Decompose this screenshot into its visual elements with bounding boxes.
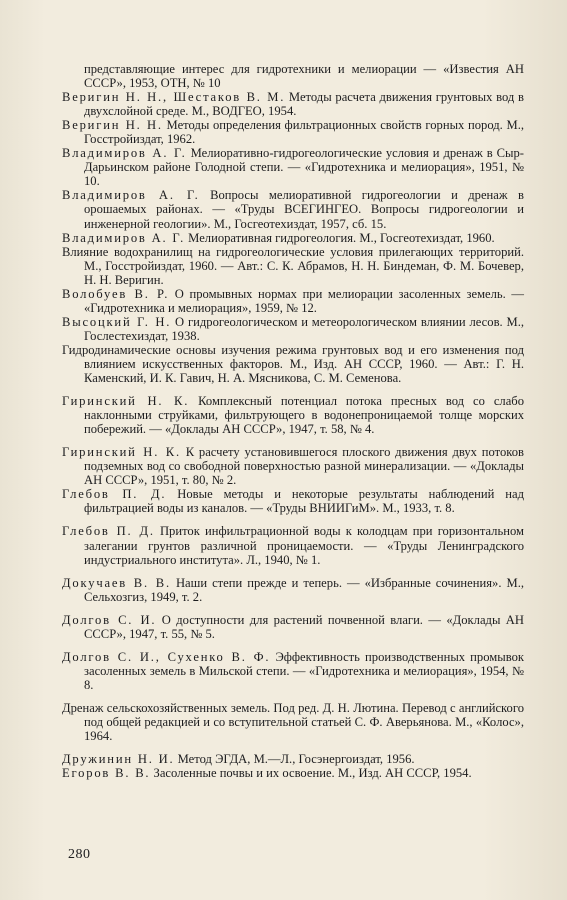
reference-entry bbox=[62, 118, 524, 146]
reference-entry bbox=[62, 487, 524, 515]
reference-text: Комплексный потенциал потока пресных вод со слабо наклонными струйками, фильтрующего в водонепроницаемой толще морских побережий. — «Доклады АН СССР», 1947, т. 58, № 4. bbox=[84, 394, 525, 437]
reference-text: Новые методы и некоторые результаты наблюдений над фильтрацией воды из каналов. — «Труды ВНИИГиМ». М., 1933, т. 8. bbox=[84, 487, 524, 516]
reference-authors: Глебов П. Д. bbox=[62, 487, 167, 502]
reference-text: Влияние водохранилищ на гидрогеологические условия прилегающих территорий. М., Госстройиздат, 1960. — Авт.: С. К. Абрамов, Н. Н. Биндеман, Ф. М. Бочевер, Н. Н. Веригин. bbox=[62, 244, 524, 287]
reference-authors: Гиринский Н. К. bbox=[62, 445, 181, 460]
reference-authors: Высоцкий Г. Н. bbox=[62, 314, 172, 329]
reference-text: Вопросы мелиоративной гидрогеологии и дренаж в орошаемых районах. — «Труды ВСЕГИНГЕО. Вопросы гидрогеологии и инженерной геологии». М., Госгеотехиздат, 1957, сб. 15. bbox=[84, 188, 524, 231]
reference-entry bbox=[62, 245, 524, 287]
reference-authors: Веригин Н. Н., Шестаков В. М. bbox=[62, 90, 286, 105]
reference-list bbox=[62, 62, 524, 780]
reference-text: Метод ЭГДА, М.—Л., Госэнергоиздат, 1956. bbox=[174, 752, 415, 767]
reference-text: Гидродинамические основы изучения режима грунтовых вод и его изменения под влиянием искусственных факторов. М., Изд. АН СССР, 1960. — Авт.: Г. Н. Каменский, И. К. Гавич, Н. А. Мясникова, С. М. Семенова. bbox=[62, 342, 524, 386]
reference-text: представляющие интерес для гидротехники и мелиорации — «Известия АН СССР», 1953, ОТН, № 10 bbox=[84, 62, 524, 91]
reference-text: О промывных нормах при мелиорации засоленных земель. — «Гидротехника и мелиорация», 1959, № 12. bbox=[84, 286, 524, 315]
reference-text: Приток инфильтрационной воды к колодцам при горизонтальном залегании грунтов различной проницаемости. — «Труды Ленинградского индустриального института». Л., 1940, № 1. bbox=[84, 524, 524, 567]
reference-authors: Владимиров А. Г. bbox=[62, 230, 186, 245]
reference-entry bbox=[62, 576, 524, 604]
reference-entry bbox=[62, 752, 524, 766]
page-number: 280 bbox=[68, 847, 91, 862]
reference-text: Дренаж сельскохозяйственных земель. Под ред. Д. Н. Лютина. Перевод с английского под общей редакцией и со вступительной статьей С. Ф. Аверьянова. М., «Колос», 1964. bbox=[62, 700, 524, 744]
reference-text: К расчету установившегося плоского движения двух потоков подземных вод со свободной поверхностью разной минерализации. — «Доклады АН СССР», 1951, т. 80, № 2. bbox=[84, 445, 525, 488]
reference-text: Засоленные почвы и их освоение. М., Изд. АН СССР, 1954. bbox=[150, 766, 472, 781]
reference-text: Мелиоративно-гидрогеологические условия и дренаж в Сыр-Дарьинском районе Голодной степи. — «Гидротехника и мелиорация», 1951, № 10. bbox=[84, 146, 524, 189]
reference-entry bbox=[62, 62, 524, 90]
reference-authors: Владимиров А. Г. bbox=[62, 188, 200, 203]
reference-entry bbox=[62, 231, 524, 245]
reference-authors: Долгов С. И. bbox=[62, 612, 157, 627]
reference-entry bbox=[62, 146, 524, 188]
reference-entry bbox=[62, 188, 524, 230]
reference-entry bbox=[62, 287, 524, 315]
reference-text: Методы определения фильтрационных свойств горных пород. М., Госстройиздат, 1962. bbox=[84, 118, 524, 147]
reference-entry bbox=[62, 445, 524, 487]
reference-entry bbox=[62, 524, 524, 566]
reference-authors: Гиринский Н. К. bbox=[62, 394, 190, 409]
reference-authors: Дружинин Н. И. bbox=[62, 752, 175, 767]
reference-text: Эффективность производственных промывок засоленных земель в Мильской степи. — «Гидротехника и мелиорация», 1954, № 8. bbox=[84, 649, 524, 692]
reference-entry bbox=[62, 90, 524, 118]
reference-text: О гидрогеологическом и метеорологическом влиянии лесов. М., Гослестехиздат, 1938. bbox=[84, 314, 524, 343]
reference-text: Наши степи прежде и теперь. — «Избранные сочинения». М., Сельхозгиз, 1949, т. 2. bbox=[84, 575, 524, 604]
reference-authors: Веригин Н. Н. bbox=[62, 118, 163, 133]
reference-text: Методы расчета движения грунтовых вод в двухслойной среде. М., ВОДГЕО, 1954. bbox=[84, 90, 524, 119]
reference-entry bbox=[62, 613, 524, 641]
reference-authors: Егоров В. В. bbox=[62, 766, 151, 781]
reference-authors: Владимиров А. Г. bbox=[62, 146, 187, 161]
reference-entry bbox=[62, 394, 524, 436]
reference-text: Мелиоративная гидрогеология. М., Госгеотехиздат, 1960. bbox=[185, 230, 495, 245]
reference-authors: Волобуев В. Р. bbox=[62, 286, 170, 301]
reference-entry bbox=[62, 315, 524, 343]
reference-entry bbox=[62, 650, 524, 692]
reference-entry bbox=[62, 701, 524, 743]
reference-entry bbox=[62, 766, 524, 780]
reference-text: О доступности для растений почвенной влаги. — «Доклады АН СССР», 1947, т. 55, № 5. bbox=[84, 612, 524, 641]
reference-authors: Долгов С. И., Сухенко В. Ф. bbox=[62, 649, 271, 664]
reference-authors: Глебов П. Д. bbox=[62, 524, 155, 539]
reference-entry bbox=[62, 343, 524, 385]
reference-authors: Докучаев В. В. bbox=[62, 575, 171, 590]
